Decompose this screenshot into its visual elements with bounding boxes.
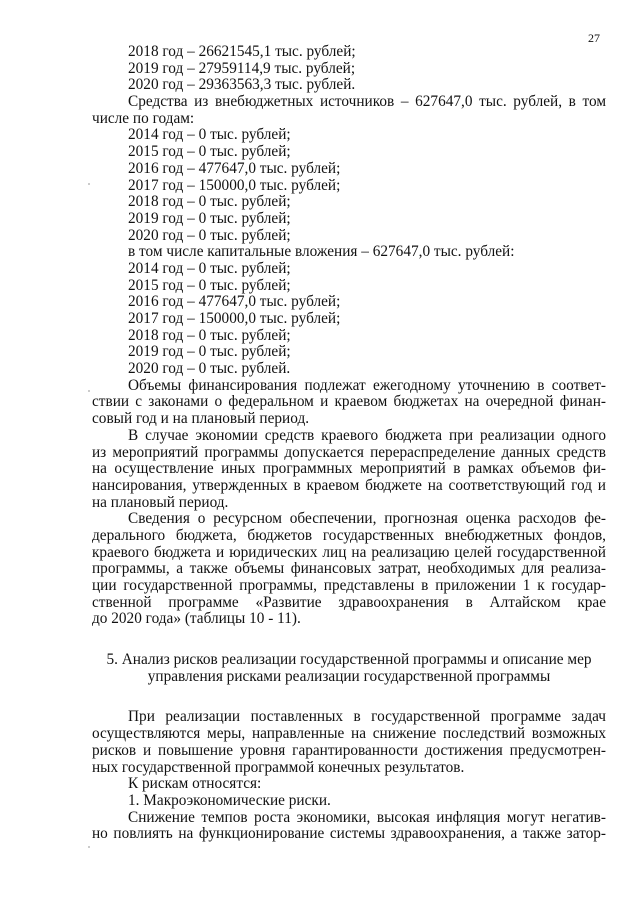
capital-investment-line: в том числе капитальные вложения – 627647,0 тыс. рублей: [128,243,515,261]
extrabudget-line: Средства из внебюджетных источников – 627647,0 тыс. рублей, в том [128,93,606,111]
paragraph-line: Сведения о ресурсном обеспечении, прогнозная оценка расходов фе- [128,510,606,528]
extrabudget-line: числе по годам: [92,109,195,127]
paragraph-line: дерального бюджета, бюджетов государственных внебюджетных фондов, [92,526,606,544]
year-line: 2014 год – 0 тыс. рублей; [128,259,291,277]
year-line: 2015 год – 0 тыс. рублей; [128,276,291,294]
year-line: 2020 год – 29363563,3 тыс. рублей. [128,76,356,94]
paragraph-line: осуществляются меры, направленные на снижение последствий возможных [92,725,606,743]
section-heading: 5. Анализ рисков реализации государственной программы и описание мер [106,651,592,669]
macro-risks-line: 1. Макроэкономические риски. [128,791,331,809]
scan-speck [88,846,90,848]
year-line: 2017 год – 150000,0 тыс. рублей; [128,310,341,327]
scan-speck [88,183,90,185]
risks-include-line: К рискам относятся: [128,775,262,793]
paragraph-line: на плановый период. [92,493,229,511]
document-body [92,44,606,843]
year-line: 2017 год – 150000,0 тыс. рублей; [128,176,341,194]
paragraph-line: до 2020 года» (таблицы 10 - 11). [92,610,301,628]
paragraph-line: Объемы финансирования подлежат ежегодному уточнению в соответ- [128,376,606,394]
year-line: 2019 год – 27959114,9 тыс. рублей; [128,59,356,77]
year-line: 2016 год – 477647,0 тыс. рублей; [128,293,341,311]
spacer [92,685,606,709]
year-line: 2018 год – 0 тыс. рублей; [128,193,291,211]
year-line: 2019 год – 0 тыс. рублей; [128,209,291,227]
paragraph-line: совый год и на плановый период. [92,410,310,428]
year-line: 2019 год – 0 тыс. рублей; [128,343,291,361]
year-line: 2016 год – 477647,0 тыс. рублей; [128,159,341,177]
paragraph-line: из мероприятий программы допускается перераспределение данных средств [92,443,606,461]
paragraph-line: рисков и повышение уровня гарантированности достижения предусмотрен- [92,741,606,759]
year-line: 2020 год – 0 тыс. рублей; [128,226,291,244]
paragraph-line: ственной программе «Развитие здравоохранения в Алтайском крае [92,593,606,611]
year-line: 2014 год – 0 тыс. рублей; [128,126,291,144]
paragraph-line: При реализации поставленных в государственной программе задач [128,708,606,726]
year-line: 2018 год – 26621545,1 тыс. рублей; [128,43,356,60]
paragraph-line: ствии с законами о федеральном и краевом бюджетах на очередной финан- [92,393,606,411]
paragraph-line: В случае экономии средств краевого бюджета при реализации одного [128,426,606,444]
year-line: 2015 год – 0 тыс. рублей; [128,143,291,161]
spacer [92,628,606,652]
paragraph-line: краевого бюджета и юридических лиц на реализацию целей государственной [92,543,606,561]
paragraph-line: ции государственной программы, представлены в приложении 1 к государ- [92,577,606,594]
paragraph-line: Снижение темпов роста экономики, высокая инфляция могут негатив- [128,808,606,826]
year-line: 2018 год – 0 тыс. рублей; [128,326,291,344]
page-number: 27 [588,31,600,45]
section-heading: управления рисками реализации государственной программы [147,667,551,685]
scan-speck [88,390,90,392]
paragraph-line: программы, а также объемы финансовых затрат, необходимых для реализа- [92,560,606,578]
paragraph-line: на осуществление иных программных мероприятий в рамках объемов фи- [92,460,606,478]
paragraph-line: ных государственной программой конечных результатов. [92,758,465,776]
paragraph-line: нансирования, утвержденных в краевом бюджете на соответствующий год и [92,476,606,494]
year-line: 2020 год – 0 тыс. рублей. [128,360,291,378]
paragraph-line: но повлиять на функционирование системы здравоохранения, а также затор- [92,825,606,843]
